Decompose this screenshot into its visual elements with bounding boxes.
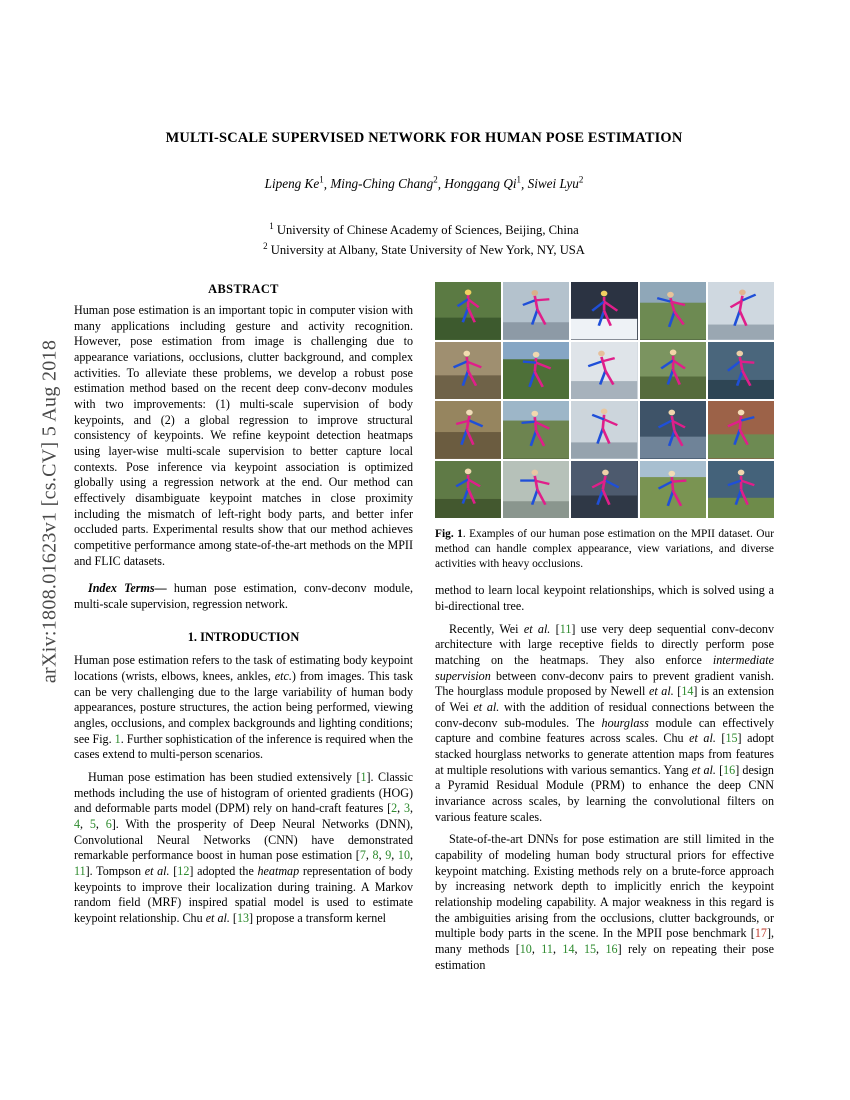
- author-sep-1: ,: [323, 176, 331, 192]
- author-1: Lipeng Ke$^1$: [264, 175, 324, 192]
- figure-tile: [708, 342, 774, 400]
- citation-3[interactable]: 3: [403, 801, 410, 816]
- figure-1-caption-text: . Examples of our human pose estimation on the MPII dataset. Our method can handle complex appearance, view variations, and diverse activities with heavy occlusions.: [435, 528, 774, 570]
- pose-overlay: [708, 342, 774, 400]
- page-title: MULTI-SCALE SUPERVISED NETWORK FOR HUMAN POSE ESTIMATION: [165, 130, 683, 146]
- figure-reference-1[interactable]: 1: [114, 731, 121, 746]
- pose-overlay: [640, 342, 706, 400]
- author-sep-2: ,: [437, 176, 445, 192]
- intro-paragraph-2: Human pose estimation has been studied extensively [1]. Classic methods including the use of histogram of oriented gradients (HOG) and deformable parts model (DPM) rely on hand-craft features [2, 3, 4, 5, 6]. With the prosperity of Deep Neural Networks (DNN), Convolutional Neural Networks (CNN) have demonstrated remarkable performance boost in human pose estimation [7, 8, 9, 10, 11]. Tompson et al. [12] adopted the heatmap representation of body keypoints to improve their localization during training. A Markov random field (MRF) inspired spatial model is used to estimate keypoint relationship. Chu et al. [13] propose a transform kernel: [74, 770, 414, 925]
- figure-tile: [571, 342, 637, 400]
- figure-tile: [708, 401, 774, 459]
- citation-10b[interactable]: 10: [519, 941, 532, 956]
- citation-6[interactable]: 6: [105, 817, 112, 832]
- figure-tile: [503, 282, 569, 340]
- left-column: [74, 282, 413, 973]
- pose-overlay: [435, 461, 501, 519]
- figure-tile: [503, 401, 569, 459]
- pose-overlay: [640, 282, 706, 340]
- figure-tile: [435, 342, 501, 400]
- pose-overlay: [503, 282, 569, 340]
- citation-2[interactable]: 2: [391, 801, 398, 816]
- intro-p1-b: ) from images. This task can be very challenging due to the large variability of human body appearances, posture structures, the action being performed, viewing angles, occlusions, and complex backgrounds and lighting conditions; see Fig.: [74, 669, 414, 746]
- figure-1-image-grid: [435, 282, 774, 518]
- citation-1[interactable]: 1: [360, 770, 367, 785]
- pose-overlay: [435, 401, 501, 459]
- citation-15b[interactable]: 15: [583, 941, 597, 956]
- two-column-body: [74, 282, 774, 973]
- affiliations: [74, 220, 774, 259]
- authors-line: [74, 175, 774, 192]
- intro-p1-c: . Further sophistication of the inference is required when the cases extend to multi-person scenarios.: [74, 731, 413, 762]
- pose-overlay: [571, 401, 637, 459]
- figure-tile: [640, 342, 706, 400]
- intro-p2-heatmap: heatmap: [257, 864, 300, 878]
- right-paragraph-1: method to learn local keypoint relationships, which is solved using a bi-directional tree.: [435, 583, 774, 614]
- intermediate-supervision-emph: intermediate supervision: [435, 653, 774, 683]
- section-heading-introduction: 1. INTRODUCTION: [187, 630, 300, 645]
- author-2: Ming-Ching Chang$^2$: [330, 175, 438, 192]
- figure-tile: [640, 401, 706, 459]
- citation-16b[interactable]: 16: [605, 941, 618, 956]
- pose-overlay: [503, 401, 569, 459]
- figure-tile: [503, 342, 569, 400]
- citation-14b[interactable]: 14: [562, 941, 575, 956]
- pose-overlay: [571, 282, 637, 340]
- intro-p1-a: Human pose estimation refers to the task of estimating body keypoint locations (wrists, elbows, knees, ankles,: [74, 653, 413, 684]
- pose-overlay: [571, 342, 637, 400]
- intro-p2-a: Human pose estimation has been studied extensively [: [88, 770, 361, 785]
- citation-11[interactable]: 11: [74, 864, 86, 878]
- citation-13[interactable]: 13: [236, 910, 250, 925]
- figure-tile: [571, 461, 637, 519]
- intro-p2-g: ]. With the prosperity of Deep Neural Networks (DNN), Convolutional Neural Networks (CNN) have demonstrated remarkable performance boost in human pose estimation [: [74, 817, 414, 863]
- citation-8[interactable]: 8: [372, 848, 379, 863]
- figure-1-caption: [435, 527, 774, 571]
- intro-p2-l: ]. Tompson: [85, 864, 145, 878]
- citation-10[interactable]: 10: [397, 848, 410, 863]
- pose-overlay: [640, 461, 706, 519]
- citation-9[interactable]: 9: [385, 848, 392, 863]
- citation-15[interactable]: 15: [725, 731, 738, 746]
- pose-overlay: [435, 342, 501, 400]
- pose-overlay: [708, 401, 774, 459]
- intro-p2-etal: et al.: [144, 864, 170, 878]
- author-4: Siwei Lyu$^2$: [527, 175, 584, 192]
- author-3: Honggang Qi$^1$: [444, 175, 522, 192]
- figure-tile: [435, 401, 501, 459]
- right-paragraph-3: State-of-the-art DNNs for pose estimation are still limited in the capability of modeling human body structural priors for effective keypoint matching. Existing methods rely on a brute-force approach by increasing network depth to implicitly enrich the keypoint relationship modeling capability. A major weakness in this regard is the ambiguities arising from the occlusions, clutter backgrounds, or multiple body parts in the scene. In the MPII pose benchmark [17], many methods [10, 11, 14, 15, 16] rely on repeating their pose estimation: [435, 832, 774, 972]
- intro-p1-etc: etc.: [274, 669, 292, 684]
- paper-page: [74, 0, 774, 1100]
- author-sep-3: ,: [521, 176, 528, 192]
- arxiv-stamp-text: arXiv:1808.01623v1 [cs.CV] 5 Aug 2018: [38, 339, 61, 684]
- pose-overlay: [640, 401, 706, 459]
- hourglass-emph: hourglass: [601, 715, 649, 730]
- pose-overlay: [708, 282, 774, 340]
- citation-7[interactable]: 7: [359, 848, 366, 863]
- index-terms-body: human pose estimation, conv-deconv module, multi-scale supervision, regression network.: [74, 581, 413, 611]
- intro-paragraph-1: [74, 653, 413, 763]
- citation-11b[interactable]: 11: [559, 621, 572, 636]
- index-terms: [74, 581, 413, 612]
- citation-16[interactable]: 16: [723, 762, 736, 777]
- pose-overlay: [435, 282, 501, 340]
- figure-tile: [640, 461, 706, 519]
- citation-4[interactable]: 4: [74, 817, 81, 832]
- figure-tile: [435, 461, 501, 519]
- citation-5[interactable]: 5: [89, 817, 96, 832]
- right-column: [435, 282, 774, 973]
- citation-14[interactable]: 14: [681, 684, 694, 699]
- affiliation-2: $^2$ University at Albany, State University of New York, NY, USA: [263, 240, 585, 258]
- arxiv-stamp: [0, 0, 60, 1100]
- abstract-heading: ABSTRACT: [208, 282, 279, 296]
- pose-overlay: [503, 342, 569, 400]
- figure-tile: [708, 461, 774, 519]
- figure-tile: [435, 282, 501, 340]
- abstract-body: Human pose estimation is an important topic in computer vision with many applications including gesture and activity recognition. However, pose estimation from image is challenging due to appearance variations, occlusions, clutter background, and complex activities. To alleviate these problems, we develop a robust pose estimation method based on the recent deep conv-deconv modules with two improvements: (1) multi-scale supervision of body keypoints, and (2) a global regression to improve structural consistency of keypoints. We refine keypoint detection heatmaps using layer-wise multi-scale supervision to better capture local contexts. Pose inference via keypoint association is optimized globally using a regression network at the end. Our method can effectively disambiguate keypoint matches in close proximity including the mismatch of left-right body parts, and better infer occluded parts. Experimental results show that our method achieves competitive performance among state-of-the-art methods on the MPII and FLIC datasets.: [74, 303, 413, 568]
- citation-17[interactable]: 17: [754, 926, 767, 941]
- pose-overlay: [503, 461, 569, 519]
- figure-tile: [708, 282, 774, 340]
- figure-1-label: Fig. 1: [435, 528, 463, 540]
- pose-overlay: [571, 461, 637, 519]
- affiliation-1: $^1$ University of Chinese Academy of Sciences, Beijing, China: [269, 221, 579, 238]
- figure-1: [435, 282, 774, 571]
- figure-tile: [571, 401, 637, 459]
- citation-12[interactable]: 12: [177, 864, 190, 878]
- figure-tile: [640, 282, 706, 340]
- right-paragraph-2: Recently, Wei et al. [11] use very deep sequential conv-deconv architecture with large receptive fields to directly perform pose matching on the heatmaps. They also enforce intermediate supervision between conv-deconv pairs to prevent gradient vanish. The hourglass module proposed by Newell et al. [14] is an extension of Wei et al. with the addition of residual connections between the conv-deconv sub-modules. The hourglass module can effectively capture and combine features across scales. Chu et al. [15] adopt stacked hourglass networks to generate attention maps from features at multiple resolutions with various semantics. Yang et al. [16] design a Pyramid Residual Module (PRM) to enhance the deep CNN invariance across scales, by learning the convolutional filters on various feature scales.: [435, 621, 774, 824]
- pose-overlay: [708, 461, 774, 519]
- figure-tile: [571, 282, 637, 340]
- intro-p2-b: ]. Classic methods including the use of histogram of oriented gradients (HOG) and deformable parts model (DPM) rely on hand-craft features [: [74, 770, 413, 816]
- citation-11c[interactable]: 11: [541, 941, 553, 956]
- figure-tile: [503, 461, 569, 519]
- index-terms-label: Index Terms—: [88, 581, 167, 596]
